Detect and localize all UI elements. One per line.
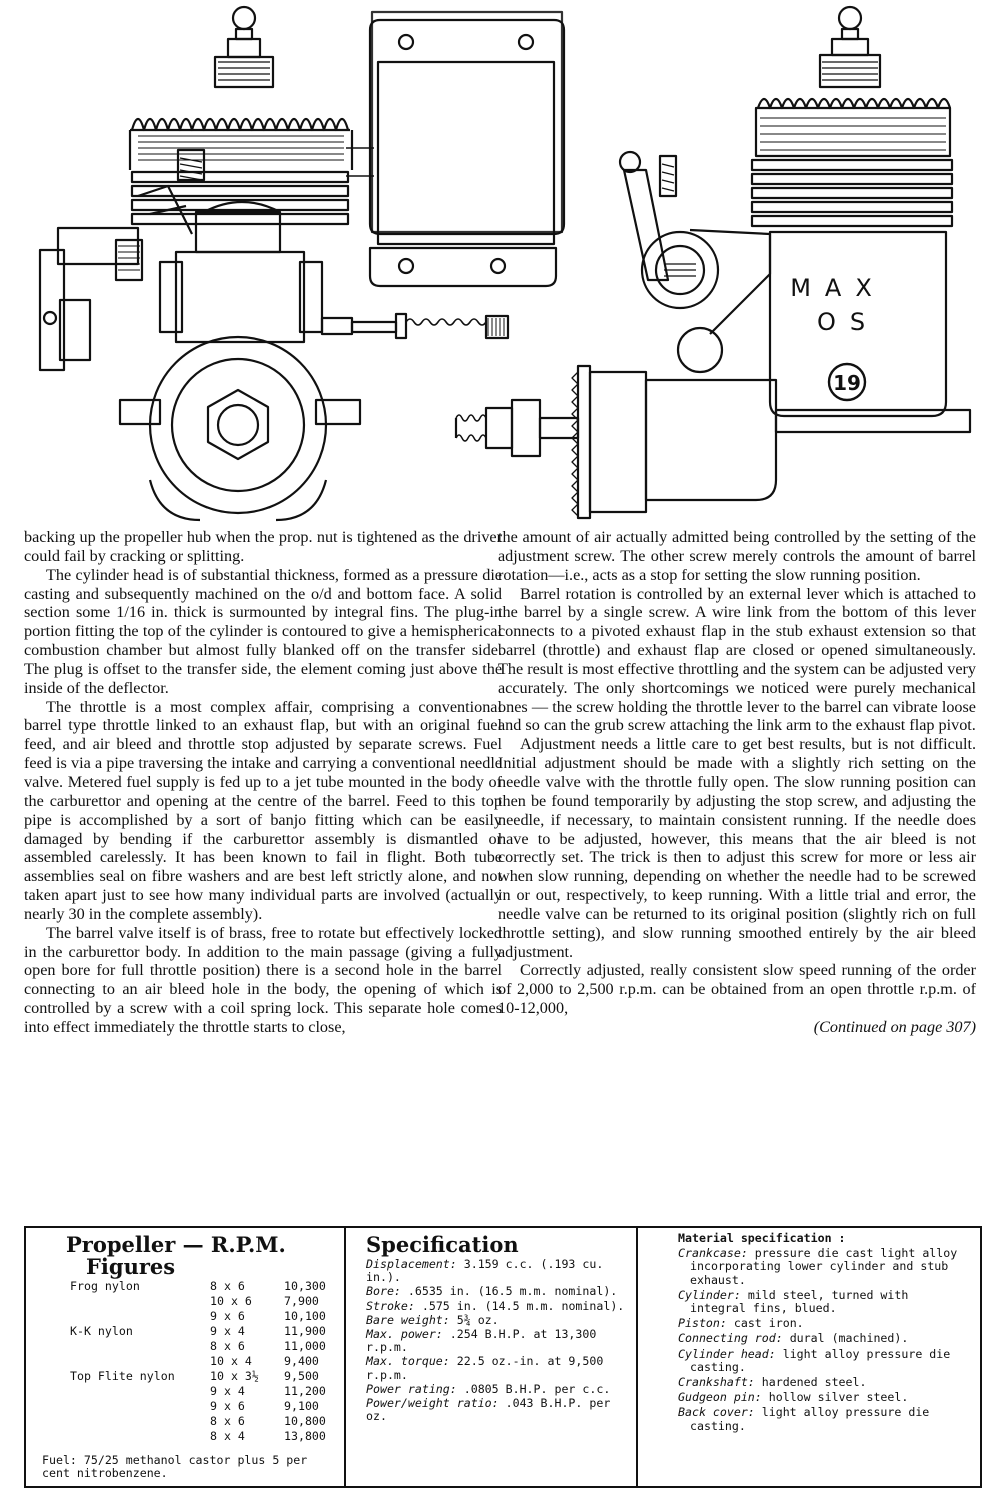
- article-column-right: [498, 528, 976, 1037]
- propeller-row: [26, 1310, 344, 1325]
- specification-label: Displacement:: [366, 1257, 457, 1271]
- propeller-size: 9 x 4: [210, 1324, 245, 1338]
- material-label: Piston:: [678, 1316, 727, 1331]
- engine-brand-label: MAX: [790, 274, 886, 302]
- paragraph: The cylinder head is of substantial thickness, formed as a pressure die casting and subsequently machined on the o/d and bottom face. A solid section some 1/16 in. thick is surmounted by integral fins. The plug-in portion fitting the top of the cylinder is contoured to give a hemispherical combustion chamber but almost fully blanked off on the transfer side. The plug is offset to the transfer side, the element coming just above the inside of the deflector.: [24, 565, 502, 697]
- propeller-row: [26, 1400, 344, 1415]
- propeller-rpm: 11,900: [284, 1324, 326, 1338]
- propeller-size: 8 x 6: [210, 1279, 245, 1293]
- specification-item: [366, 1383, 626, 1396]
- paragraph: Barrel rotation is controlled by an external lever which is attached to the barrel by a single screw. A wire link from the bottom of this lever connects to a pivoted exhaust flap in the stub exhaust extension so that barrel (throttle) and exhaust flap are closed or opened simultaneously. The result is most effective throttling and the system can be adjusted very accurately. The only shortcomings we noticed were purely mechanical ones — the screw holding the throttle lever to the barrel can vibrate loose and so can the grub screw attaching the link arm to the exhaust flap pivot.: [498, 584, 976, 735]
- paragraph: the amount of air actually admitted being controlled by the setting of the adjustment screw. The other screw merely controls the amount of barrel rotation—i.e., acts as a stop for setting the slow running position.: [498, 528, 976, 584]
- specification-item: [366, 1300, 626, 1313]
- specification-value: .254 B.H.P. at 13,300 r.p.m.: [366, 1327, 597, 1355]
- materials-box: [638, 1228, 978, 1486]
- propeller-row: [26, 1430, 344, 1445]
- propeller-row: [26, 1370, 344, 1385]
- materials-title: Material specification :: [678, 1231, 846, 1245]
- specification-item: [366, 1285, 626, 1298]
- article-column-left: [24, 528, 502, 1037]
- propeller-size: 9 x 6: [210, 1309, 245, 1323]
- propeller-table: [26, 1278, 344, 1445]
- propeller-title: Propeller — R.P.M.: [66, 1232, 286, 1257]
- engine-size-label: 19: [833, 371, 861, 395]
- propeller-rpm: 11,200: [284, 1384, 326, 1398]
- material-item: [678, 1348, 968, 1374]
- material-value: cast iron.: [733, 1316, 804, 1331]
- specification-item: [366, 1328, 626, 1354]
- specification-value: .043 B.H.P. per oz.: [366, 1396, 611, 1424]
- propeller-size: 8 x 6: [210, 1414, 245, 1428]
- material-item: [678, 1332, 968, 1345]
- material-label: Crankshaft:: [678, 1375, 755, 1390]
- paragraph: Correctly adjusted, really consistent slow speed running of the order of 2,000 to 2,500 r.p.m. can be obtained from an open throttle r.p.m. of 10-12,000,: [498, 961, 976, 1018]
- propeller-rpm: 11,000: [284, 1339, 326, 1353]
- material-item: [678, 1317, 968, 1330]
- specification-value: 22.5 oz.-in. at 9,500 r.p.m.: [366, 1354, 604, 1382]
- material-value: light alloy pressure die casting.: [690, 1405, 930, 1433]
- fuel-note: Fuel: 75/25 methanol castor plus 5 per cent nitrobenzene.: [42, 1452, 308, 1480]
- specification-list: [366, 1258, 626, 1423]
- specification-item: [366, 1355, 626, 1381]
- propeller-row: [26, 1340, 344, 1355]
- propeller-size: 8 x 4: [210, 1429, 245, 1443]
- propeller-size: 10 x 4: [210, 1354, 252, 1368]
- specification-item: [366, 1397, 626, 1423]
- paragraph: Adjustment needs a little care to get best results, but is not difficult. Initial adjustment should be made with a slightly rich setting on the needle valve with the throttle fully open. The slow running position can then be found temporarily by adjusting the stop screw, and adjusting the needle, if necessary, to maintain consistent running. If the needle does have to be adjusted, however, this means that the air bleed is not correctly set. The trick is then to adjust this screw for more or less air when slow running, depending on whether the needle had to be screwed in or out, respectively, to keep running. With a little trial and error, the needle valve can be returned to its original position (slightly rich on full throttle setting), and slow running smoothed entirely by the air bleed adjustment.: [498, 735, 976, 961]
- propeller-rpm-box: [26, 1228, 346, 1486]
- propeller-size: 10 x 3½: [210, 1369, 259, 1383]
- material-item: [678, 1247, 968, 1287]
- material-value: dural (machined).: [789, 1331, 909, 1346]
- material-label: Cylinder:: [678, 1287, 741, 1302]
- propeller-rpm: 9,400: [284, 1354, 319, 1368]
- specification-value: .575 in. (14.5 m.m. nominal).: [421, 1298, 625, 1313]
- material-label: Connecting rod:: [678, 1331, 783, 1346]
- propeller-make: Frog nylon: [70, 1279, 140, 1293]
- propeller-row: [26, 1325, 344, 1340]
- specification-item: [366, 1258, 626, 1284]
- specification-label: Max. power:: [366, 1327, 443, 1342]
- propeller-size: 9 x 4: [210, 1384, 245, 1398]
- propeller-row: [26, 1295, 344, 1310]
- paragraph: backing up the propeller hub when the prop. nut is tightened as the driver could fail by cracking or splitting.: [24, 528, 502, 565]
- continued-note: (Continued on page 307): [813, 1017, 976, 1036]
- engine-front-view: [40, 7, 508, 520]
- specification-title: Specification: [366, 1232, 519, 1257]
- specification-label: Bare weight:: [366, 1312, 450, 1327]
- material-value: hardened steel.: [761, 1375, 867, 1390]
- propeller-row: [26, 1355, 344, 1370]
- material-value: light alloy pressure die casting.: [690, 1346, 951, 1374]
- paragraph: The throttle is a most complex affair, comprising a conventional barrel type throttle linked to an exhaust flap, but with an original fuel feed, and air bleed and throttle stop adjusted by separate screws. Fuel feed is via a pipe traversing the intake and carrying a conventional needle valve. Metered fuel supply is fed up to a jet tube mounted in the body of the carburettor and opening at the centre of the barrel. Feed to this top pipe is accomplished by a sort of banjo fitting which can be easily damaged by bending if the carburettor assembly is dismantled or assembled carelessly. It has been known to fail in flight. Both tube assemblies seal on fibre washers and are best left strictly alone, and not taken apart just to see how many individual parts are involved (actually nearly 30 in the complete assembly).: [24, 697, 502, 923]
- propeller-make: Top Flite nylon: [70, 1369, 175, 1383]
- propeller-row: [26, 1280, 344, 1295]
- propeller-size: 9 x 6: [210, 1399, 245, 1413]
- propeller-rpm: 13,800: [284, 1429, 326, 1443]
- specification-label: Stroke:: [366, 1298, 415, 1313]
- material-item: [678, 1376, 968, 1389]
- materials-list: [678, 1247, 968, 1433]
- specification-box: [346, 1228, 638, 1486]
- propeller-size: 10 x 6: [210, 1294, 252, 1308]
- propeller-make: K-K nylon: [70, 1324, 133, 1338]
- specification-label: Bore:: [366, 1284, 401, 1299]
- specification-value: 5¾ oz.: [456, 1312, 499, 1327]
- material-label: Cylinder head:: [678, 1346, 776, 1361]
- propeller-row: [26, 1385, 344, 1400]
- data-boxes: [24, 1226, 982, 1488]
- propeller-rpm: 9,500: [284, 1369, 319, 1383]
- propeller-rpm: 7,900: [284, 1294, 319, 1308]
- specification-value: 3.159 c.c. (.193 cu. in.).: [366, 1257, 604, 1285]
- propeller-subtitle: Figures: [86, 1254, 176, 1279]
- material-label: Gudgeon pin:: [678, 1390, 762, 1405]
- propeller-rpm: 9,100: [284, 1399, 319, 1413]
- material-value: pressure die cast light alloy incorporating lower cylinder and stub exhaust.: [690, 1246, 958, 1287]
- propeller-rpm: 10,100: [284, 1309, 326, 1323]
- material-item: [678, 1391, 968, 1404]
- material-label: Crankcase:: [678, 1246, 748, 1261]
- specification-label: Power/weight ratio:: [366, 1396, 499, 1411]
- specification-value: .6535 in. (16.5 m.m. nominal).: [407, 1284, 618, 1299]
- engine-side-view: [456, 7, 970, 518]
- material-label: Back cover:: [678, 1405, 755, 1420]
- specification-item: [366, 1314, 626, 1327]
- engine-drawings: [0, 0, 1000, 525]
- material-item: [678, 1289, 968, 1315]
- specification-label: Max. torque:: [366, 1354, 450, 1369]
- material-item: [678, 1406, 968, 1432]
- paragraph: The barrel valve itself is of brass, free to rotate but effectively locked in the carburettor body. In addition to the main passage (giving a fully open bore for full throttle position) there is a second hole in the barrel connecting to an air bleed hole in the body, the opening of which is controlled by a screw with a coil spring lock. This separate hole comes into effect immediately the throttle starts to close,: [24, 923, 502, 1036]
- material-value: hollow silver steel.: [768, 1390, 909, 1405]
- material-value: mild steel, turned with integral fins, blued.: [690, 1287, 909, 1316]
- propeller-size: 8 x 6: [210, 1339, 245, 1353]
- propeller-rpm: 10,800: [284, 1414, 326, 1428]
- propeller-row: [26, 1415, 344, 1430]
- mounting-plate-drawing: [346, 12, 564, 286]
- engine-model-label: OS: [816, 308, 880, 336]
- propeller-rpm: 10,300: [284, 1279, 326, 1293]
- specification-value: .0805 B.H.P. per c.c.: [463, 1381, 611, 1396]
- specification-label: Power rating:: [366, 1381, 457, 1396]
